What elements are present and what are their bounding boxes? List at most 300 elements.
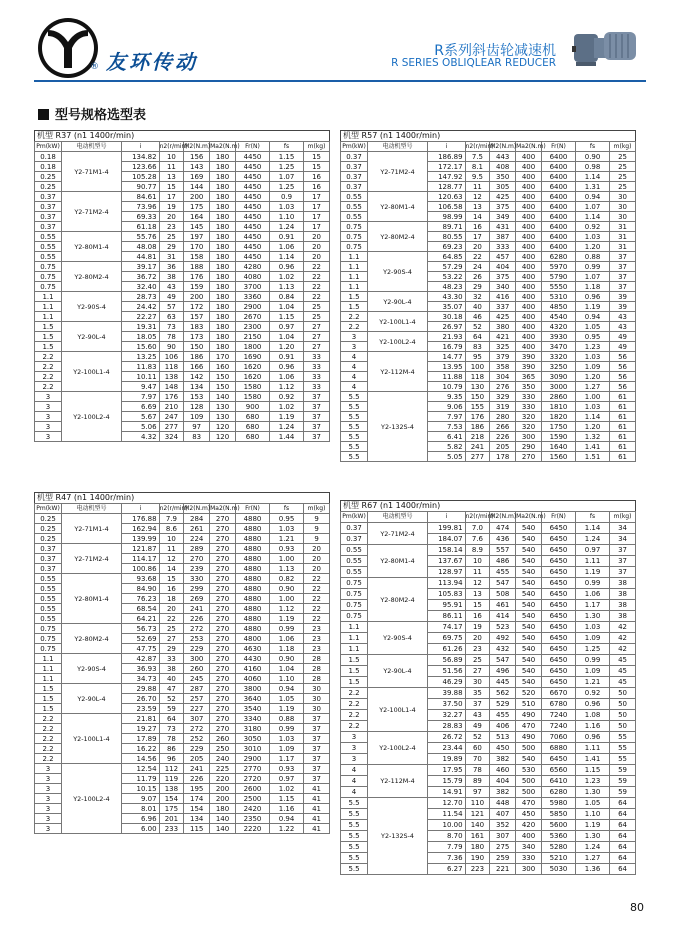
speed-cell: 16 xyxy=(159,584,184,594)
table-row xyxy=(35,574,330,584)
torque-cell: 83 xyxy=(184,432,210,442)
torque-cell: 200 xyxy=(184,292,210,302)
service-factor-cell: 0.94 xyxy=(270,684,304,694)
ratio-cell: 69.23 xyxy=(427,242,465,252)
max-torque-cell: 270 xyxy=(210,594,236,604)
max-torque-cell: 540 xyxy=(516,589,542,600)
speed-cell: 20 xyxy=(159,212,184,222)
ratio-cell: 121.87 xyxy=(121,544,159,554)
table-row xyxy=(341,655,636,666)
speed-cell: 40 xyxy=(465,302,490,312)
ratio-cell: 128.77 xyxy=(427,182,465,192)
power-cell: 1.5 xyxy=(341,655,368,666)
column-header: 电动机型号 xyxy=(368,512,428,523)
power-cell: 2.2 xyxy=(35,382,62,392)
radial-load-cell: 3640 xyxy=(235,694,269,704)
max-torque-cell: 140 xyxy=(210,814,236,824)
ratio-cell: 61.26 xyxy=(427,644,465,655)
service-factor-cell: 1.03 xyxy=(270,734,304,744)
service-factor-cell: 1.12 xyxy=(270,382,304,392)
table-row xyxy=(35,352,330,362)
power-cell: 0.75 xyxy=(35,634,62,644)
table-row xyxy=(35,392,330,402)
torque-cell: 408 xyxy=(490,162,516,172)
speed-cell: 97 xyxy=(465,787,490,798)
radial-load-cell: 4450 xyxy=(235,162,269,172)
mass-cell: 17 xyxy=(304,222,330,232)
power-cell: 0.75 xyxy=(341,222,368,232)
service-factor-cell: 1.05 xyxy=(576,798,610,809)
mass-cell: 64 xyxy=(610,853,636,864)
service-factor-cell: 1.27 xyxy=(576,382,610,392)
service-factor-cell: 1.18 xyxy=(270,644,304,654)
mass-cell: 20 xyxy=(304,554,330,564)
mass-cell: 43 xyxy=(610,312,636,322)
max-torque-cell: 320 xyxy=(516,422,542,432)
mass-cell: 20 xyxy=(304,544,330,554)
torque-cell: 252 xyxy=(184,734,210,744)
page-number: 80 xyxy=(630,901,644,914)
motor-model-cell: Y2-100L2-4 xyxy=(368,332,428,352)
service-factor-cell: 1.15 xyxy=(270,152,304,162)
max-torque-cell: 290 xyxy=(516,442,542,452)
header-row xyxy=(35,504,330,514)
mass-cell: 55 xyxy=(610,743,636,754)
radial-load-cell: 6780 xyxy=(541,699,575,710)
max-torque-cell: 540 xyxy=(516,600,542,611)
speed-cell: 201 xyxy=(159,814,184,824)
ratio-cell: 137.67 xyxy=(427,556,465,567)
mass-cell: 37 xyxy=(304,744,330,754)
power-cell: 0.37 xyxy=(35,544,62,554)
speed-cell: 70 xyxy=(465,754,490,765)
speed-cell: 140 xyxy=(465,820,490,831)
ratio-cell: 16.79 xyxy=(427,342,465,352)
service-factor-cell: 1.36 xyxy=(576,864,610,875)
service-factor-cell: 0.82 xyxy=(270,574,304,584)
power-cell: 1.1 xyxy=(35,292,62,302)
max-torque-cell: 520 xyxy=(516,688,542,699)
table-row xyxy=(341,622,636,633)
radial-load-cell: 900 xyxy=(235,402,269,412)
torque-cell: 142 xyxy=(184,372,210,382)
service-factor-cell: 0.92 xyxy=(270,392,304,402)
service-factor-cell: 1.14 xyxy=(576,412,610,422)
ratio-cell: 6.69 xyxy=(121,402,159,412)
max-torque-cell: 540 xyxy=(516,534,542,545)
power-cell: 0.25 xyxy=(35,182,62,192)
max-torque-cell: 540 xyxy=(516,754,542,765)
motor-model-cell: Y2-132S-4 xyxy=(368,798,428,875)
power-cell: 3 xyxy=(35,432,62,442)
service-factor-cell: 1.19 xyxy=(576,567,610,578)
mass-cell: 27 xyxy=(304,322,330,332)
max-torque-cell: 300 xyxy=(516,432,542,442)
power-cell: 0.37 xyxy=(35,564,62,574)
max-torque-cell: 180 xyxy=(210,804,236,814)
torque-cell: 197 xyxy=(184,232,210,242)
ratio-cell: 18.05 xyxy=(121,332,159,342)
power-cell: 0.75 xyxy=(341,600,368,611)
speed-cell: 11 xyxy=(465,567,490,578)
power-cell: 0.55 xyxy=(35,594,62,604)
torque-cell: 241 xyxy=(184,764,210,774)
max-torque-cell: 540 xyxy=(516,677,542,688)
ratio-cell: 61.18 xyxy=(121,222,159,232)
radial-load-cell: 4880 xyxy=(235,524,269,534)
ratio-cell: 17.95 xyxy=(427,765,465,776)
column-header: m(kg) xyxy=(304,142,330,152)
radial-load-cell: 6450 xyxy=(541,545,575,556)
torque-cell: 375 xyxy=(490,202,516,212)
power-cell: 3 xyxy=(341,342,368,352)
power-cell: 5.5 xyxy=(341,422,368,432)
radial-load-cell: 1580 xyxy=(235,382,269,392)
ratio-cell: 5.82 xyxy=(427,442,465,452)
ratio-cell: 123.66 xyxy=(121,162,159,172)
mass-cell: 56 xyxy=(610,362,636,372)
torque-cell: 557 xyxy=(490,545,516,556)
speed-cell: 27 xyxy=(465,666,490,677)
motor-model-cell: Y2-112M-4 xyxy=(368,352,428,392)
radial-load-cell: 6450 xyxy=(541,567,575,578)
ratio-cell: 68.54 xyxy=(121,604,159,614)
radial-load-cell: 2770 xyxy=(235,764,269,774)
max-torque-cell: 540 xyxy=(516,578,542,589)
mass-cell: 37 xyxy=(304,734,330,744)
ratio-cell: 32.40 xyxy=(121,282,159,292)
service-factor-cell: 1.09 xyxy=(270,744,304,754)
speed-cell: 247 xyxy=(159,412,184,422)
torque-cell: 229 xyxy=(184,644,210,654)
torque-cell: 382 xyxy=(490,787,516,798)
ratio-cell: 84.61 xyxy=(121,192,159,202)
torque-cell: 174 xyxy=(184,794,210,804)
ratio-cell: 11.79 xyxy=(121,774,159,784)
max-torque-cell: 270 xyxy=(210,544,236,554)
ratio-cell: 14.56 xyxy=(121,754,159,764)
mass-cell: 37 xyxy=(304,764,330,774)
speed-cell: 186 xyxy=(465,422,490,432)
ratio-cell: 21.81 xyxy=(121,714,159,724)
mass-cell: 56 xyxy=(610,382,636,392)
torque-cell: 379 xyxy=(490,352,516,362)
radial-load-cell: 4450 xyxy=(235,182,269,192)
mass-cell: 30 xyxy=(304,684,330,694)
ratio-cell: 55.76 xyxy=(121,232,159,242)
radial-load-cell: 6450 xyxy=(541,611,575,622)
mass-cell: 50 xyxy=(610,688,636,699)
power-cell: 0.37 xyxy=(341,523,368,534)
speed-cell: 106 xyxy=(159,352,184,362)
service-factor-cell: 1.32 xyxy=(576,432,610,442)
radial-load-cell: 2150 xyxy=(235,332,269,342)
column-header: 电动机型号 xyxy=(62,504,122,514)
torque-cell: 159 xyxy=(184,282,210,292)
power-cell: 0.55 xyxy=(35,232,62,242)
service-factor-cell: 1.13 xyxy=(270,564,304,574)
ratio-cell: 39.88 xyxy=(427,688,465,699)
power-cell: 1.1 xyxy=(341,622,368,633)
speed-cell: 233 xyxy=(159,824,184,834)
motor-model-cell: Y2-71M1-4 xyxy=(62,514,122,544)
service-factor-cell: 1.11 xyxy=(576,743,610,754)
power-cell: 5.5 xyxy=(341,820,368,831)
torque-cell: 224 xyxy=(184,534,210,544)
motor-model-cell: Y2-100L1-4 xyxy=(368,312,428,332)
power-cell: 2.2 xyxy=(35,352,62,362)
max-torque-cell: 180 xyxy=(210,282,236,292)
speed-cell: 11 xyxy=(159,162,184,172)
mass-cell: 37 xyxy=(304,774,330,784)
power-cell: 0.55 xyxy=(341,212,368,222)
speed-cell: 176 xyxy=(159,392,184,402)
power-cell: 3 xyxy=(35,824,62,834)
torque-cell: 128 xyxy=(184,402,210,412)
service-factor-cell: 0.90 xyxy=(270,584,304,594)
mass-cell: 16 xyxy=(304,172,330,182)
max-torque-cell: 270 xyxy=(210,574,236,584)
service-factor-cell: 1.17 xyxy=(576,600,610,611)
ratio-cell: 13.95 xyxy=(427,362,465,372)
service-factor-cell: 0.91 xyxy=(270,352,304,362)
max-torque-cell: 350 xyxy=(516,382,542,392)
mass-cell: 25 xyxy=(304,312,330,322)
speed-cell: 19 xyxy=(465,622,490,633)
torque-cell: 547 xyxy=(490,578,516,589)
speed-cell: 155 xyxy=(465,402,490,412)
power-cell: 0.75 xyxy=(341,611,368,622)
ratio-cell: 64.21 xyxy=(121,614,159,624)
speed-cell: 14 xyxy=(159,564,184,574)
power-cell: 3 xyxy=(35,774,62,784)
radial-load-cell: 7240 xyxy=(541,721,575,732)
speed-cell: 78 xyxy=(159,734,184,744)
torque-cell: 269 xyxy=(184,594,210,604)
torque-cell: 241 xyxy=(184,604,210,614)
column-header: Pm(kW) xyxy=(341,512,368,523)
max-torque-cell: 180 xyxy=(210,262,236,272)
speed-cell: 37 xyxy=(465,699,490,710)
power-cell: 0.37 xyxy=(35,222,62,232)
mass-cell: 37 xyxy=(304,402,330,412)
service-factor-cell: 1.03 xyxy=(270,202,304,212)
column-header: 电动机型号 xyxy=(62,142,122,152)
torque-cell: 200 xyxy=(184,192,210,202)
max-torque-cell: 400 xyxy=(516,332,542,342)
torque-cell: 275 xyxy=(490,842,516,853)
max-torque-cell: 270 xyxy=(210,634,236,644)
torque-cell: 445 xyxy=(490,677,516,688)
column-header: Ma2(N.m) xyxy=(516,512,542,523)
mass-cell: 64 xyxy=(610,842,636,853)
max-torque-cell: 400 xyxy=(516,202,542,212)
torque-cell: 562 xyxy=(490,688,516,699)
radial-load-cell: 4450 xyxy=(235,222,269,232)
power-cell: 0.55 xyxy=(35,614,62,624)
radial-load-cell: 1560 xyxy=(541,452,575,462)
speed-cell: 30 xyxy=(465,677,490,688)
service-factor-cell: 1.02 xyxy=(270,402,304,412)
max-torque-cell: 150 xyxy=(210,372,236,382)
table-caption: 机型 R57 (n1 1400r/min) xyxy=(340,130,636,141)
radial-load-cell: 6400 xyxy=(541,182,575,192)
power-cell: 0.37 xyxy=(341,182,368,192)
max-torque-cell: 400 xyxy=(516,312,542,322)
speed-cell: 29 xyxy=(465,282,490,292)
service-factor-cell: 1.04 xyxy=(270,332,304,342)
max-torque-cell: 500 xyxy=(516,776,542,787)
speed-cell: 16 xyxy=(465,222,490,232)
speed-cell: 95 xyxy=(465,352,490,362)
max-torque-cell: 540 xyxy=(516,567,542,578)
max-torque-cell: 330 xyxy=(516,402,542,412)
max-torque-cell: 400 xyxy=(516,322,542,332)
mass-cell: 9 xyxy=(304,514,330,524)
max-torque-cell: 270 xyxy=(210,644,236,654)
table-row xyxy=(35,654,330,664)
motor-model-cell: Y2-90L-4 xyxy=(62,684,122,714)
table-row xyxy=(341,222,636,232)
torque-cell: 416 xyxy=(490,292,516,302)
table-row xyxy=(341,798,636,809)
power-cell: 5.5 xyxy=(341,798,368,809)
ratio-cell: 56.89 xyxy=(427,655,465,666)
torque-cell: 425 xyxy=(490,192,516,202)
speed-cell: 13 xyxy=(465,589,490,600)
power-cell: 5.5 xyxy=(341,809,368,820)
speed-cell: 11 xyxy=(159,544,184,554)
service-factor-cell: 1.44 xyxy=(270,432,304,442)
ratio-cell: 26.70 xyxy=(121,694,159,704)
torque-cell: 239 xyxy=(184,564,210,574)
radial-load-cell: 6410 xyxy=(541,776,575,787)
radial-load-cell: 4450 xyxy=(235,212,269,222)
ratio-cell: 56.73 xyxy=(121,624,159,634)
mass-cell: 30 xyxy=(304,694,330,704)
speed-cell: 15 xyxy=(159,182,184,192)
mass-cell: 59 xyxy=(610,765,636,776)
speed-cell: 112 xyxy=(159,764,184,774)
service-factor-cell: 0.99 xyxy=(576,578,610,589)
torque-cell: 496 xyxy=(490,666,516,677)
radial-load-cell: 4880 xyxy=(235,564,269,574)
torque-cell: 375 xyxy=(490,272,516,282)
power-cell: 1.1 xyxy=(341,644,368,655)
max-torque-cell: 160 xyxy=(210,362,236,372)
ratio-cell: 53.22 xyxy=(427,272,465,282)
radial-load-cell: 4320 xyxy=(541,322,575,332)
power-cell: 0.55 xyxy=(35,604,62,614)
motor-model-cell: Y2-90S-4 xyxy=(368,622,428,655)
torque-cell: 175 xyxy=(184,202,210,212)
radial-load-cell: 3360 xyxy=(235,292,269,302)
speed-cell: 57 xyxy=(159,302,184,312)
ratio-cell: 7.53 xyxy=(427,422,465,432)
power-cell: 1.1 xyxy=(35,302,62,312)
speed-cell: 17 xyxy=(465,232,490,242)
max-torque-cell: 400 xyxy=(516,172,542,182)
service-factor-cell: 1.41 xyxy=(576,754,610,765)
section-title: 型号规格选型表 xyxy=(55,108,147,123)
service-factor-cell: 1.06 xyxy=(270,372,304,382)
max-torque-cell: 320 xyxy=(516,412,542,422)
mass-cell: 50 xyxy=(610,710,636,721)
mass-cell: 22 xyxy=(304,272,330,282)
radial-load-cell: 4430 xyxy=(235,654,269,664)
max-torque-cell: 270 xyxy=(210,514,236,524)
max-torque-cell: 180 xyxy=(210,152,236,162)
column-header: i xyxy=(121,504,159,514)
max-torque-cell: 400 xyxy=(516,262,542,272)
service-factor-cell: 1.13 xyxy=(270,282,304,292)
table-row xyxy=(341,732,636,743)
ratio-cell: 46.29 xyxy=(427,677,465,688)
motor-model-cell: Y2-71M2-4 xyxy=(62,192,122,232)
torque-cell: 157 xyxy=(184,312,210,322)
mass-cell: 37 xyxy=(304,724,330,734)
max-torque-cell: 180 xyxy=(210,332,236,342)
service-factor-cell: 1.06 xyxy=(576,589,610,600)
power-cell: 0.55 xyxy=(35,242,62,252)
max-torque-cell: 390 xyxy=(516,352,542,362)
column-header: Fr(N) xyxy=(235,142,269,152)
radial-load-cell: 3700 xyxy=(235,282,269,292)
power-cell: 5.5 xyxy=(341,853,368,864)
radial-load-cell: 680 xyxy=(235,432,269,442)
mass-cell: 38 xyxy=(610,611,636,622)
max-torque-cell: 400 xyxy=(516,302,542,312)
mass-cell: 37 xyxy=(304,714,330,724)
radial-load-cell: 4880 xyxy=(235,624,269,634)
torque-cell: 195 xyxy=(184,784,210,794)
table-row xyxy=(341,152,636,162)
max-torque-cell: 540 xyxy=(516,523,542,534)
speed-cell: 8.6 xyxy=(159,524,184,534)
radial-load-cell: 5030 xyxy=(541,864,575,875)
speed-cell: 90 xyxy=(159,342,184,352)
radial-load-cell: 3320 xyxy=(541,352,575,362)
motor-model-cell: Y2-80M1-4 xyxy=(368,545,428,578)
power-cell: 1.5 xyxy=(35,332,62,342)
ratio-cell: 4.32 xyxy=(121,432,159,442)
speed-cell: 31 xyxy=(159,252,184,262)
service-factor-cell: 1.00 xyxy=(576,392,610,402)
max-torque-cell: 340 xyxy=(516,842,542,853)
ratio-cell: 10.15 xyxy=(121,784,159,794)
torque-cell: 404 xyxy=(490,262,516,272)
power-cell: 0.18 xyxy=(35,162,62,172)
table-row xyxy=(35,192,330,202)
speed-cell: 15 xyxy=(465,600,490,611)
column-header: m(kg) xyxy=(610,142,636,152)
ratio-cell: 23.59 xyxy=(121,704,159,714)
max-torque-cell: 500 xyxy=(516,743,542,754)
mass-cell: 25 xyxy=(610,162,636,172)
speed-cell: 49 xyxy=(159,292,184,302)
max-torque-cell: 400 xyxy=(516,212,542,222)
service-factor-cell: 1.14 xyxy=(576,212,610,222)
speed-cell: 7.5 xyxy=(465,152,490,162)
max-torque-cell: 270 xyxy=(210,714,236,724)
torque-cell: 221 xyxy=(490,864,516,875)
ratio-cell: 44.81 xyxy=(121,252,159,262)
power-cell: 1.1 xyxy=(35,654,62,664)
radial-load-cell: 6450 xyxy=(541,655,575,666)
torque-cell: 443 xyxy=(490,152,516,162)
max-torque-cell: 400 xyxy=(516,831,542,842)
radial-load-cell: 4540 xyxy=(541,312,575,322)
